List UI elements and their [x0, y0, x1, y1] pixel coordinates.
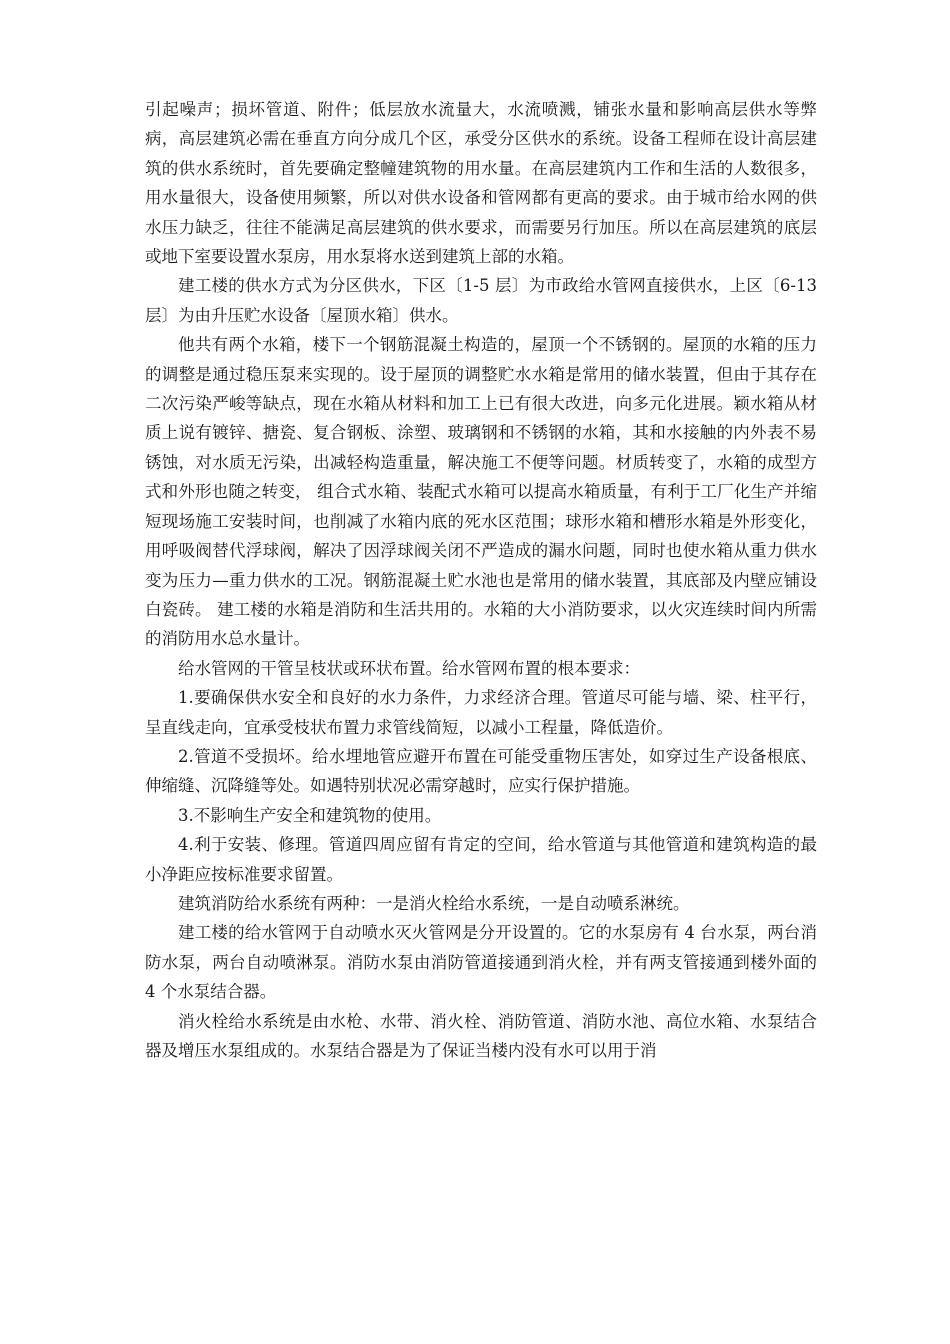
document-page — [145, 95, 817, 1065]
list-item-requirement-1: 1.要确保供水安全和良好的水力条件，力求经济合理。管道尽可能与墙、梁、柱平行，呈直线走向，宜承受枝状布置力求管线简短，以减小工程量，降低造价。 — [145, 688, 817, 737]
paragraph-fire-systems: 建筑消防给水系统有两种：一是消火栓给水系统，一是自动喷系淋统。 — [178, 893, 690, 913]
list-item-requirement-2: 2.管道不受损坏。给水埋地管应避开布置在可能受重物压害处，如穿过生产设备根底、伸缩缝、沉降缝等处。如遇特别状况必需穿越时，应实行保护措施。 — [145, 746, 817, 796]
paragraph-water-tanks: 他共有两个水箱，楼下一个钢筋混凝土构造的，屋顶一个不锈钢的。屋顶的水箱的压力的调整是通过稳压泵来实现的。设于屋顶的调整贮水水箱是常用的储水装置，但由于其存在二次污染严峻等缺点，现在水箱从材料和加工上已有很大改进，向多元化进展。颖水箱从材质上说有镀锌、搪瓷、复合钢板、涂塑、玻璃钢和不锈钢的水箱，其和水接触的内外表不易锈蚀，对水质无污染，出减轻构造重量，解决施工不便等问题。材质转变了，水箱的成型方式和外形也随之转变， 组合式水箱、装配式水箱可以提高水箱质量，有利于工厂化生产并缩短现场施工安装时间，也削减了水箱内底的死水区范围；球形水箱和槽形水箱是外形变化， 用呼吸阀替代浮球阀，解决了因浮球阀关闭不严造成的漏水问题，同时也使水箱从重力供水变为压力—重力供水的工况。钢筋混凝土贮水池也是常用的储水装置，其底部及内壁应铺设白瓷砖。 建工楼的水箱是消防和生活共用的。水箱的大小消防要求，以火灾连续时间内所需的消防用水总水量计。 — [145, 335, 817, 649]
list-item-requirement-3: 3.不影响生产安全和建筑物的使用。 — [178, 805, 442, 825]
paragraph-noise-and-zoning: 引起噪声；损坏管道、附件；低层放水流量大，水流喷溅，铺张水量和影响高层供水等弊病，高层建筑必需在垂直方向分成几个区，承受分区供水的系统。设备工程师在设计高层建筑的供水系统时，首先要确定整幢建筑物的用水量。在高层建筑内工作和生活的人数很多，用水量很大，设备使用频繁，所以对供水设备和管网都有更高的要求。由于城市给水网的供水压力缺乏，往往不能满足高层建筑的供水要求，而需要另行加压。所以在高层建筑的底层或地下室要设置水泵房，用水泵将水送到建筑上部的水箱。 — [145, 100, 817, 267]
paragraph-pump-room: 建工楼的给水管网于自动喷水灭火管网是分开设置的。它的水泵房有 4 台水泵，两台消防水泵，两台自动喷淋泵。消防水泵由消防管道接通到消火栓，并有两支管接通到楼外面的 4 个水泵结合器。 — [145, 923, 817, 1002]
paragraph-supply-mode: 建工楼的供水方式为分区供水，下区〔1-5 层〕为市政给水管网直接供水，上区〔6-13 层〕为由升压贮水设备〔屋顶水箱〕供水。 — [145, 276, 817, 325]
paragraph-hydrant-system: 消火栓给水系统是由水枪、水带、消火栓、消防管道、消防水池、高位水箱、水泵结合器及增压水泵组成的。水泵结合器是为了保证当楼内没有水可以用于消 — [145, 1011, 817, 1060]
paragraph-pipe-layout-intro: 给水管网的干管呈枝状或环状布置。给水管网布置的根本要求： — [178, 658, 640, 678]
list-item-requirement-4: 4.利于安装、修理。管道四周应留有肯定的空间，给水管道与其他管道和建筑构造的最小净距应按标准要求留置。 — [145, 835, 817, 884]
